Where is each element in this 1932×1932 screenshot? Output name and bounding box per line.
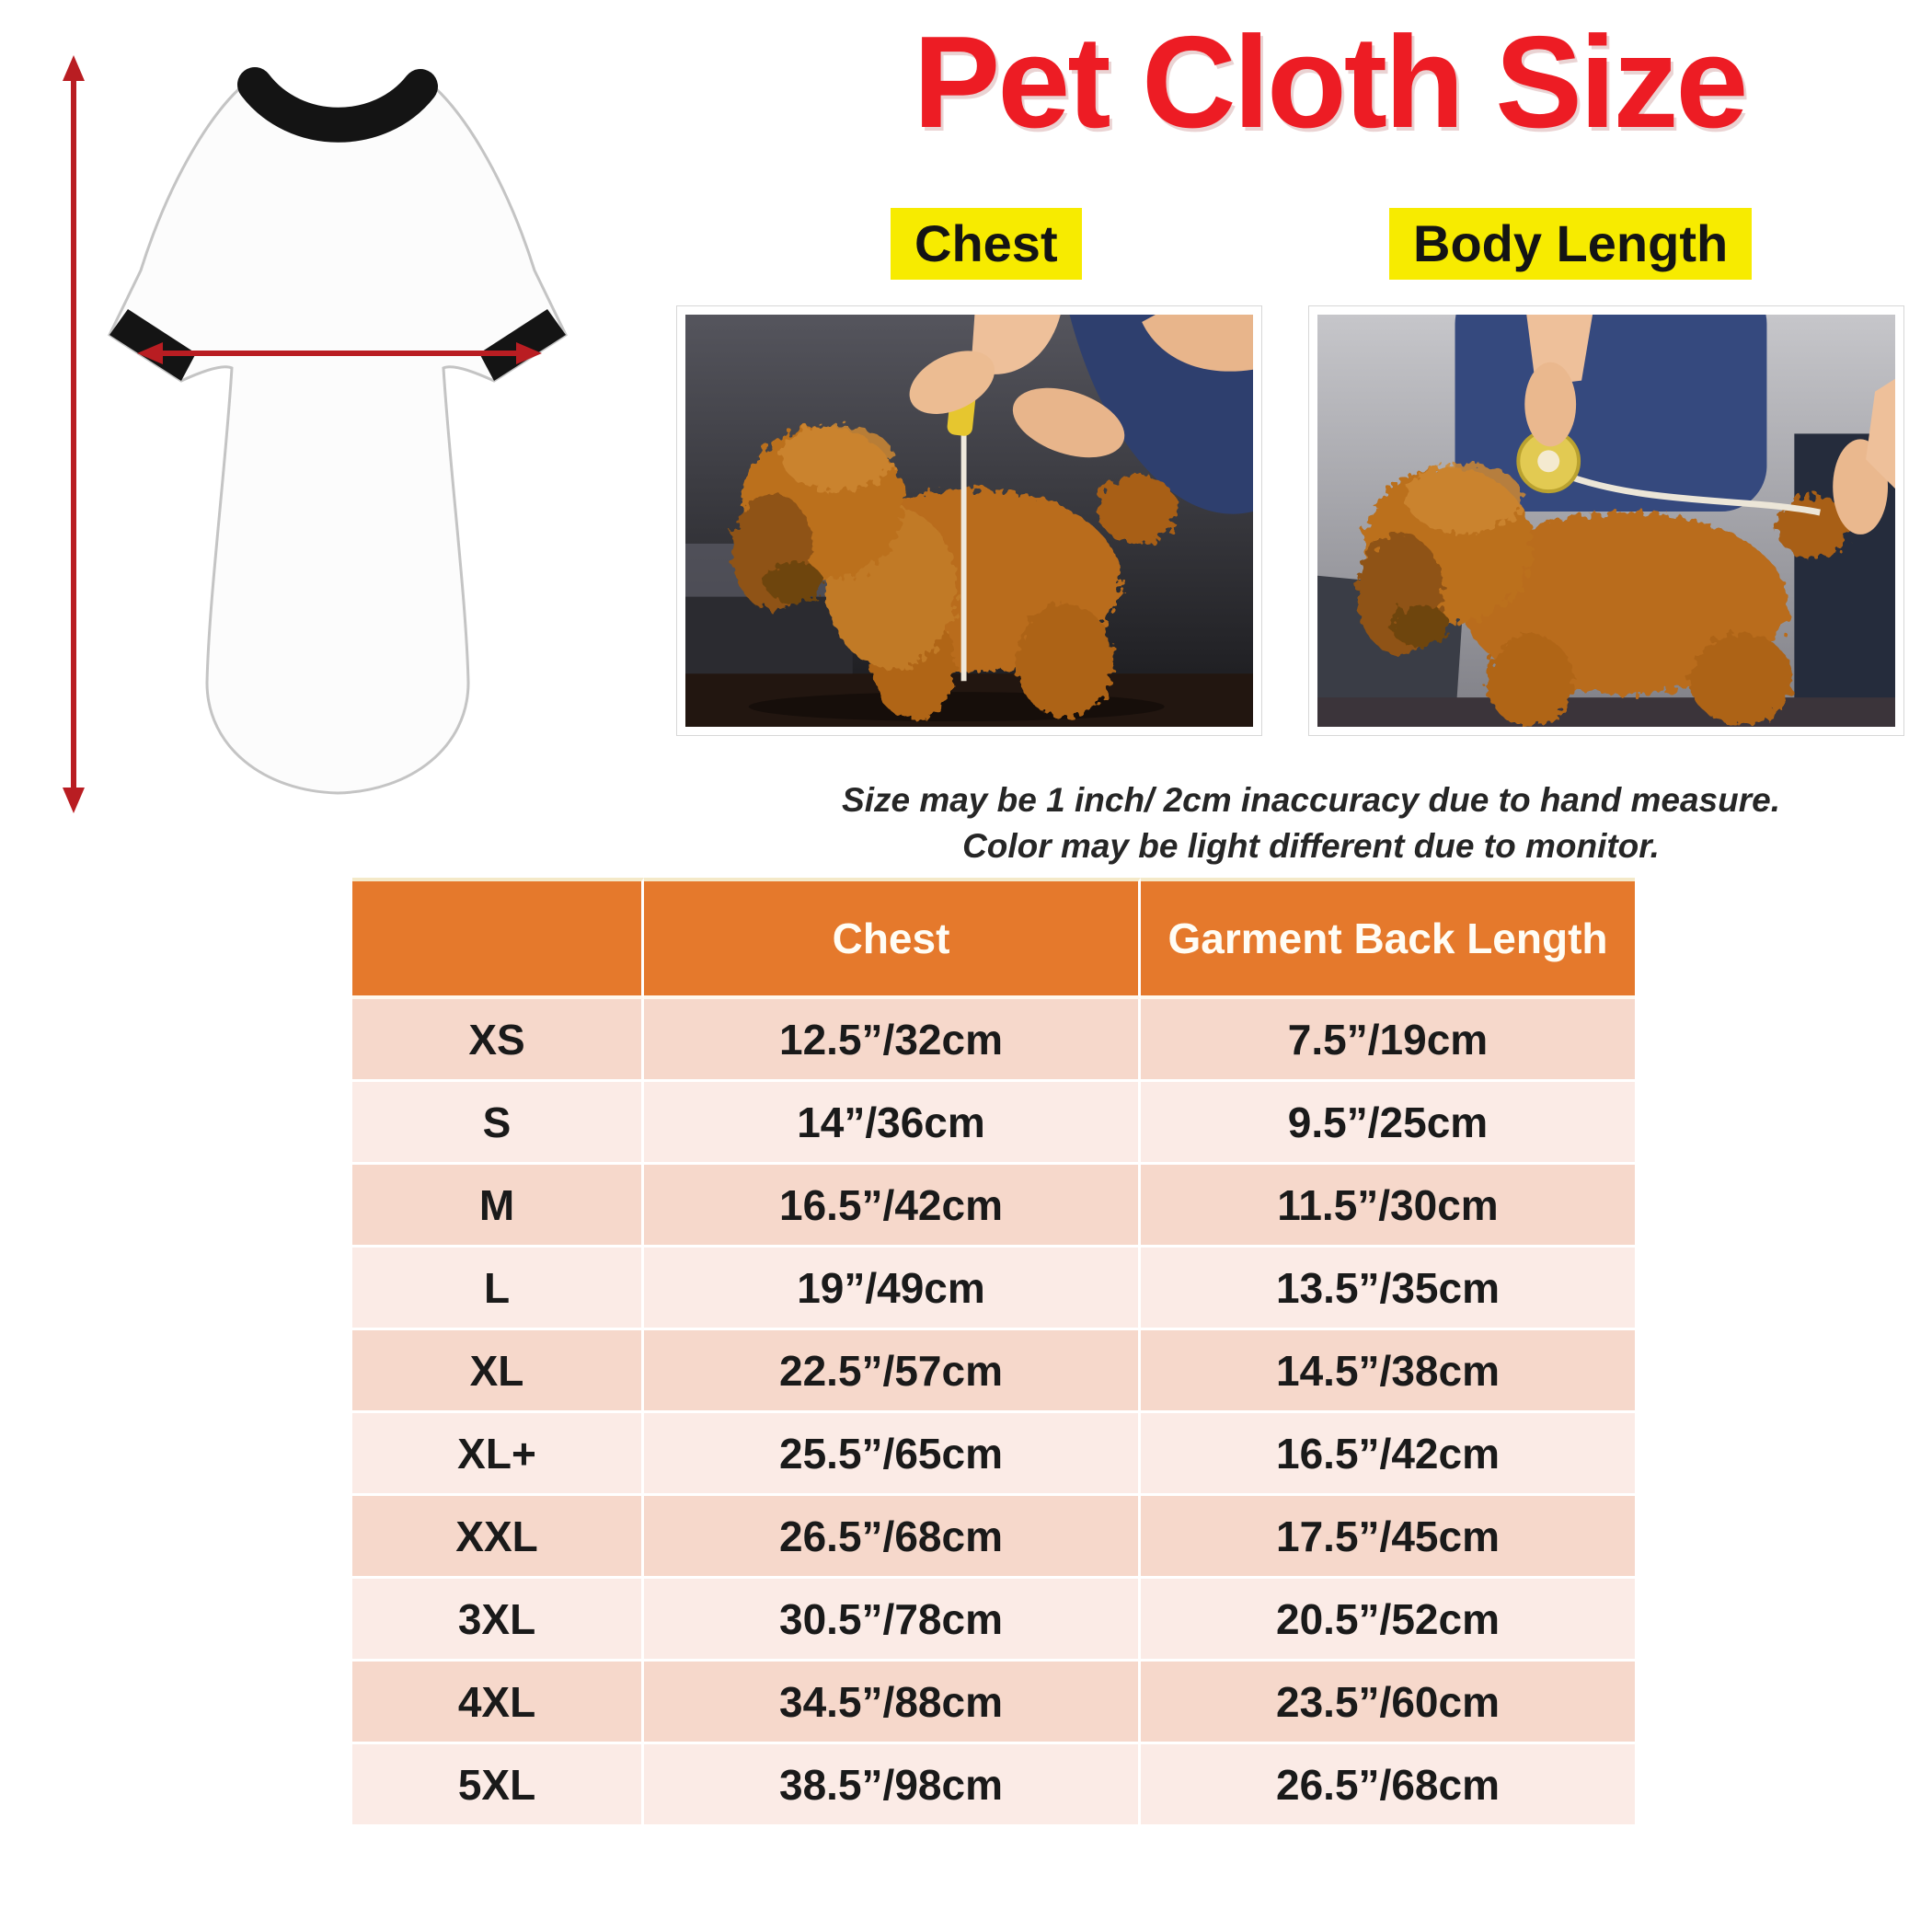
shirt-collar-icon: [255, 85, 420, 125]
table-row-xl-plus: [352, 1413, 1635, 1496]
body-length-measure-label: Body Length: [1389, 208, 1752, 280]
back-cell: 23.5”/60cm: [1141, 1662, 1635, 1744]
plush-dog-back-photo-illustration: [1317, 315, 1895, 727]
measurement-disclaimer: [727, 777, 1895, 869]
disclaimer-line-2: Color may be light different due to monitor.: [962, 826, 1660, 865]
size-cell: 3XL: [352, 1579, 644, 1662]
chest-cell: 26.5”/68cm: [644, 1496, 1141, 1579]
back-cell: 14.5”/38cm: [1141, 1330, 1635, 1413]
chest-cell: 16.5”/42cm: [644, 1165, 1141, 1248]
chest-cell: 12.5”/32cm: [644, 999, 1141, 1082]
size-cell: M: [352, 1165, 644, 1248]
table-row-5xl: [352, 1744, 1635, 1827]
back-cell: 16.5”/42cm: [1141, 1413, 1635, 1496]
header-size: [352, 878, 644, 999]
back-cell: 7.5”/19cm: [1141, 999, 1635, 1082]
table-row-xxl: [352, 1496, 1635, 1579]
table-row-xs: [352, 999, 1635, 1082]
chest-cell: 38.5”/98cm: [644, 1744, 1141, 1827]
size-cell: XL+: [352, 1413, 644, 1496]
chest-measure-label: Chest: [891, 208, 1082, 280]
chest-cell: 22.5”/57cm: [644, 1330, 1141, 1413]
size-chart-table: [352, 878, 1635, 1827]
chest-cell: 25.5”/65cm: [644, 1413, 1141, 1496]
table-header-row: [352, 878, 1635, 999]
table-row-m: [352, 1165, 1635, 1248]
size-cell: 5XL: [352, 1744, 644, 1827]
size-cell: S: [352, 1082, 644, 1165]
shirt-outline-icon: [109, 79, 566, 793]
page-title: Pet Cloth Size: [913, 9, 1746, 155]
plush-dog-chest-photo-illustration: [685, 315, 1253, 727]
pet-shirt-diagram: [51, 48, 626, 834]
chest-cell: 30.5”/78cm: [644, 1579, 1141, 1662]
table-row-xl: [352, 1330, 1635, 1413]
back-cell: 17.5”/45cm: [1141, 1496, 1635, 1579]
body-length-arrow-icon: [63, 55, 85, 813]
chest-cell: 14”/36cm: [644, 1082, 1141, 1165]
chest-measuring-photo: [676, 305, 1262, 736]
disclaimer-line-1: Size may be 1 inch/ 2cm inaccuracy due to hand measure.: [842, 781, 1780, 819]
size-cell: XS: [352, 999, 644, 1082]
back-cell: 11.5”/30cm: [1141, 1165, 1635, 1248]
size-cell: L: [352, 1248, 644, 1330]
header-chest: Chest: [644, 878, 1141, 999]
back-cell: 20.5”/52cm: [1141, 1579, 1635, 1662]
size-cell: 4XL: [352, 1662, 644, 1744]
table-row-3xl: [352, 1579, 1635, 1662]
table-row-l: [352, 1248, 1635, 1330]
size-cell: XXL: [352, 1496, 644, 1579]
back-cell: 26.5”/68cm: [1141, 1744, 1635, 1827]
body-length-measuring-photo: [1308, 305, 1904, 736]
table-row-s: [352, 1082, 1635, 1165]
chest-cell: 34.5”/88cm: [644, 1662, 1141, 1744]
back-cell: 9.5”/25cm: [1141, 1082, 1635, 1165]
size-cell: XL: [352, 1330, 644, 1413]
table-row-4xl: [352, 1662, 1635, 1744]
back-cell: 13.5”/35cm: [1141, 1248, 1635, 1330]
header-back-length: Garment Back Length: [1141, 878, 1635, 999]
chest-cell: 19”/49cm: [644, 1248, 1141, 1330]
